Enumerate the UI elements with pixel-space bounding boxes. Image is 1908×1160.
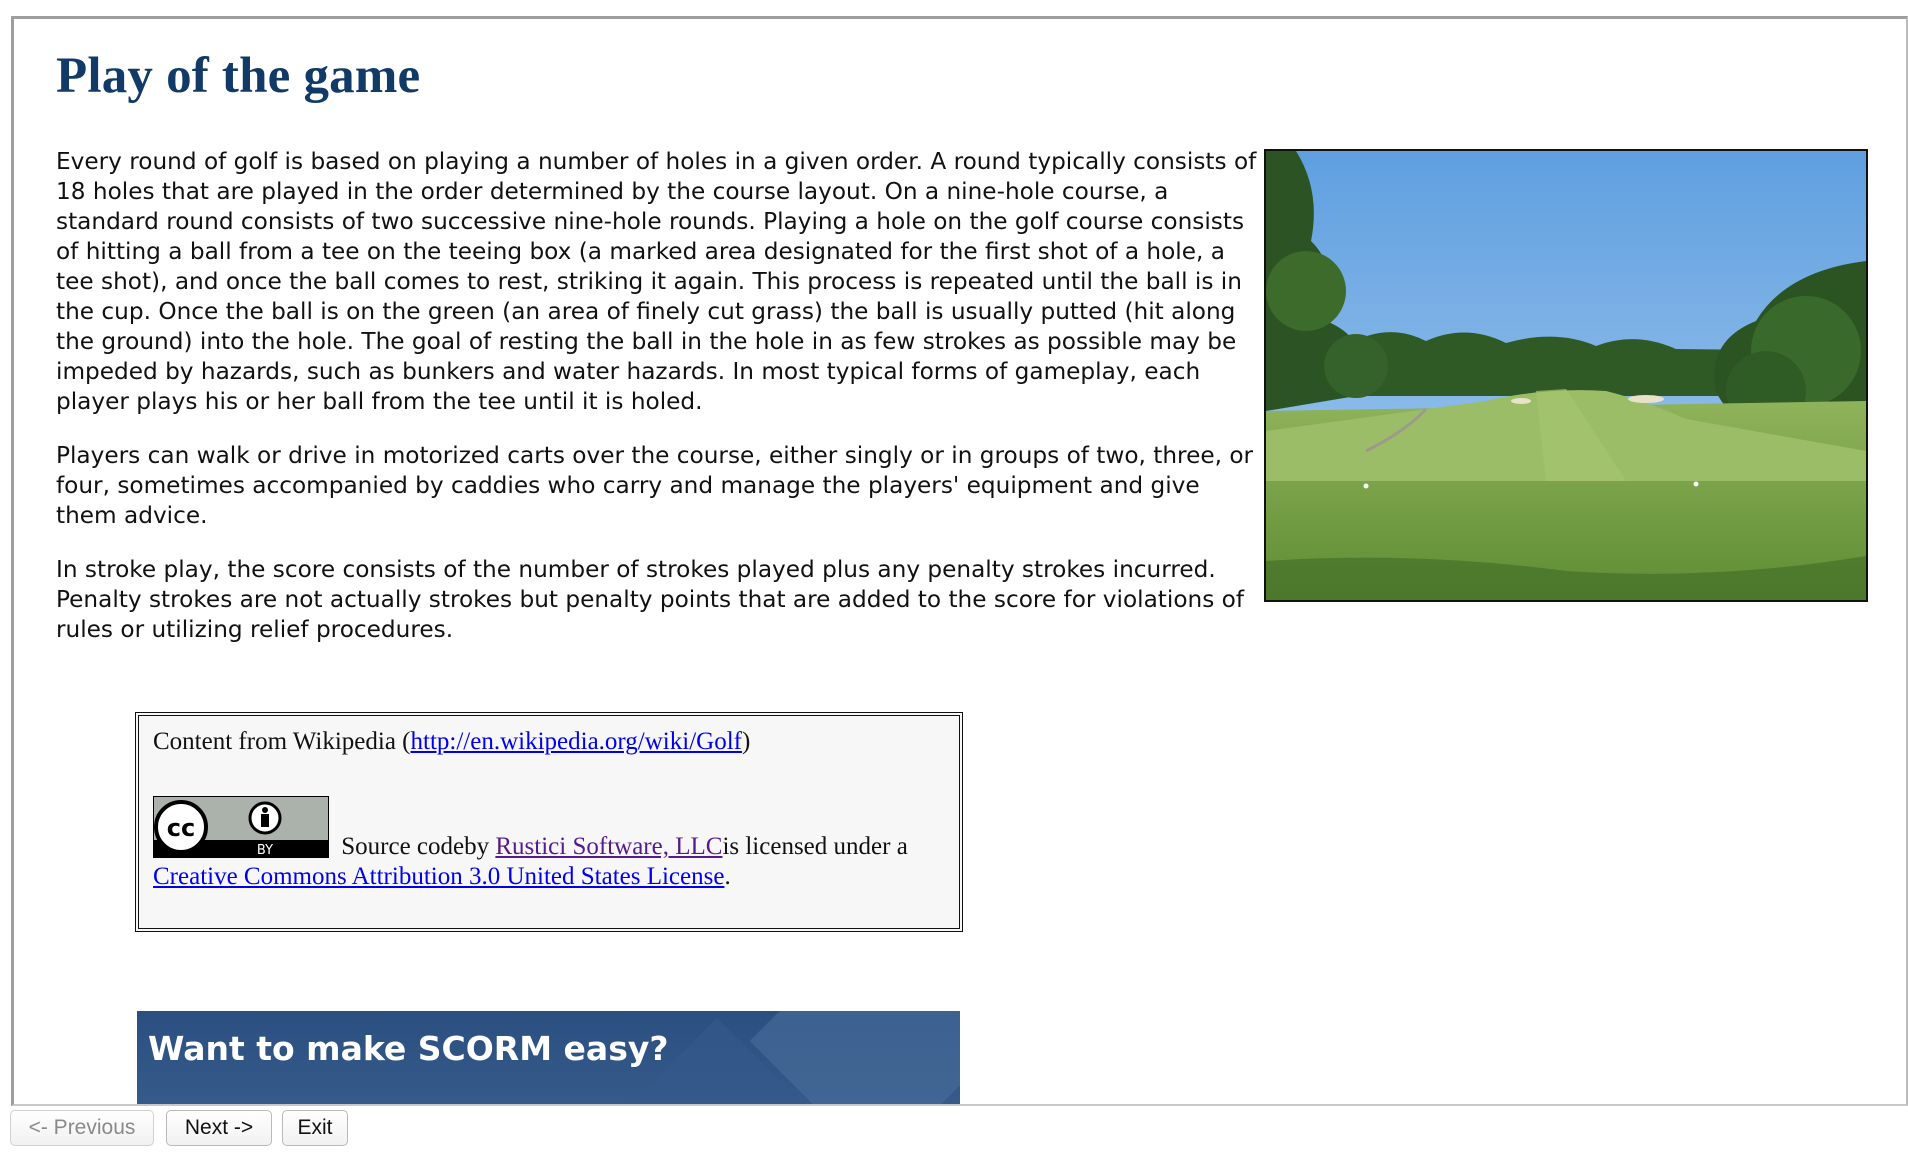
- previous-button[interactable]: <- Previous: [10, 1110, 154, 1146]
- paragraph-3: In stroke play, the score consists of the number of strokes played plus any penalty strokes incurred. Penalty strokes are not actually strokes but penalty points that are added to the score for violations of rules or utilizing relief procedures.: [56, 556, 1245, 643]
- golf-course-photo: [1264, 149, 1868, 602]
- by-icon-text: BY: [256, 843, 274, 858]
- page-title: Play of the game: [56, 48, 421, 104]
- paragraph-1: Every round of golf is based on playing a number of holes in a given order. A round typically consists of 18 holes that are played in the order determined by the course layout. On a nine-hole course, a standard round consists of two successive nine-hole rounds. Playing a hole on the golf course consists of hitting a ball from a tee on the teeing box (a marked area designated for the first shot of a hole, a tee shot), and once the ball comes to rest, striking it again. This process is repeated until the ball is in the cup. Once the ball is on the green (an area of finely cut grass) the ball is usually putted (hit along the ground) into the hole. The goal of resting the ball in the hole in as few strokes as possible may be impeded by hazards, such as bunkers and water hazards. In most typical forms of gameplay, each player plays his or her ball from the tee until it is holed.: [56, 148, 1257, 415]
- license-line: [153, 796, 945, 892]
- source-code-text: Source codeby: [335, 833, 496, 860]
- wikipedia-link[interactable]: http://en.wikipedia.org/wiki/Golf: [410, 728, 742, 755]
- paragraph-2: Players can walk or drive in motorized carts over the course, either singly or in groups of two, three, or four, sometimes accompanied by caddies who carry and manage the players' equipment and give them advice.: [56, 442, 1254, 529]
- content-frame: [11, 16, 1908, 1106]
- period-text: .: [724, 863, 731, 890]
- attribution-box: [135, 712, 963, 932]
- exit-button[interactable]: Exit: [282, 1110, 348, 1146]
- content-source-text: Content from Wikipedia (: [153, 728, 411, 755]
- close-paren: ): [741, 728, 751, 755]
- rustici-link[interactable]: Rustici Software, LLC: [495, 833, 723, 860]
- scorm-ad-banner[interactable]: [137, 1011, 960, 1106]
- licensed-under-text: is licensed under a: [722, 833, 908, 860]
- body-text: [56, 147, 1266, 669]
- next-button[interactable]: Next ->: [166, 1110, 272, 1146]
- cc-by-license-badge[interactable]: [153, 796, 329, 858]
- content-source-line: [153, 726, 945, 758]
- banner-headline: Want to make SCORM easy?: [148, 1029, 669, 1068]
- license-link[interactable]: Creative Commons Attribution 3.0 United States License: [153, 863, 725, 890]
- cc-icon-text: cc: [166, 814, 196, 842]
- lesson-content: [14, 19, 1906, 1104]
